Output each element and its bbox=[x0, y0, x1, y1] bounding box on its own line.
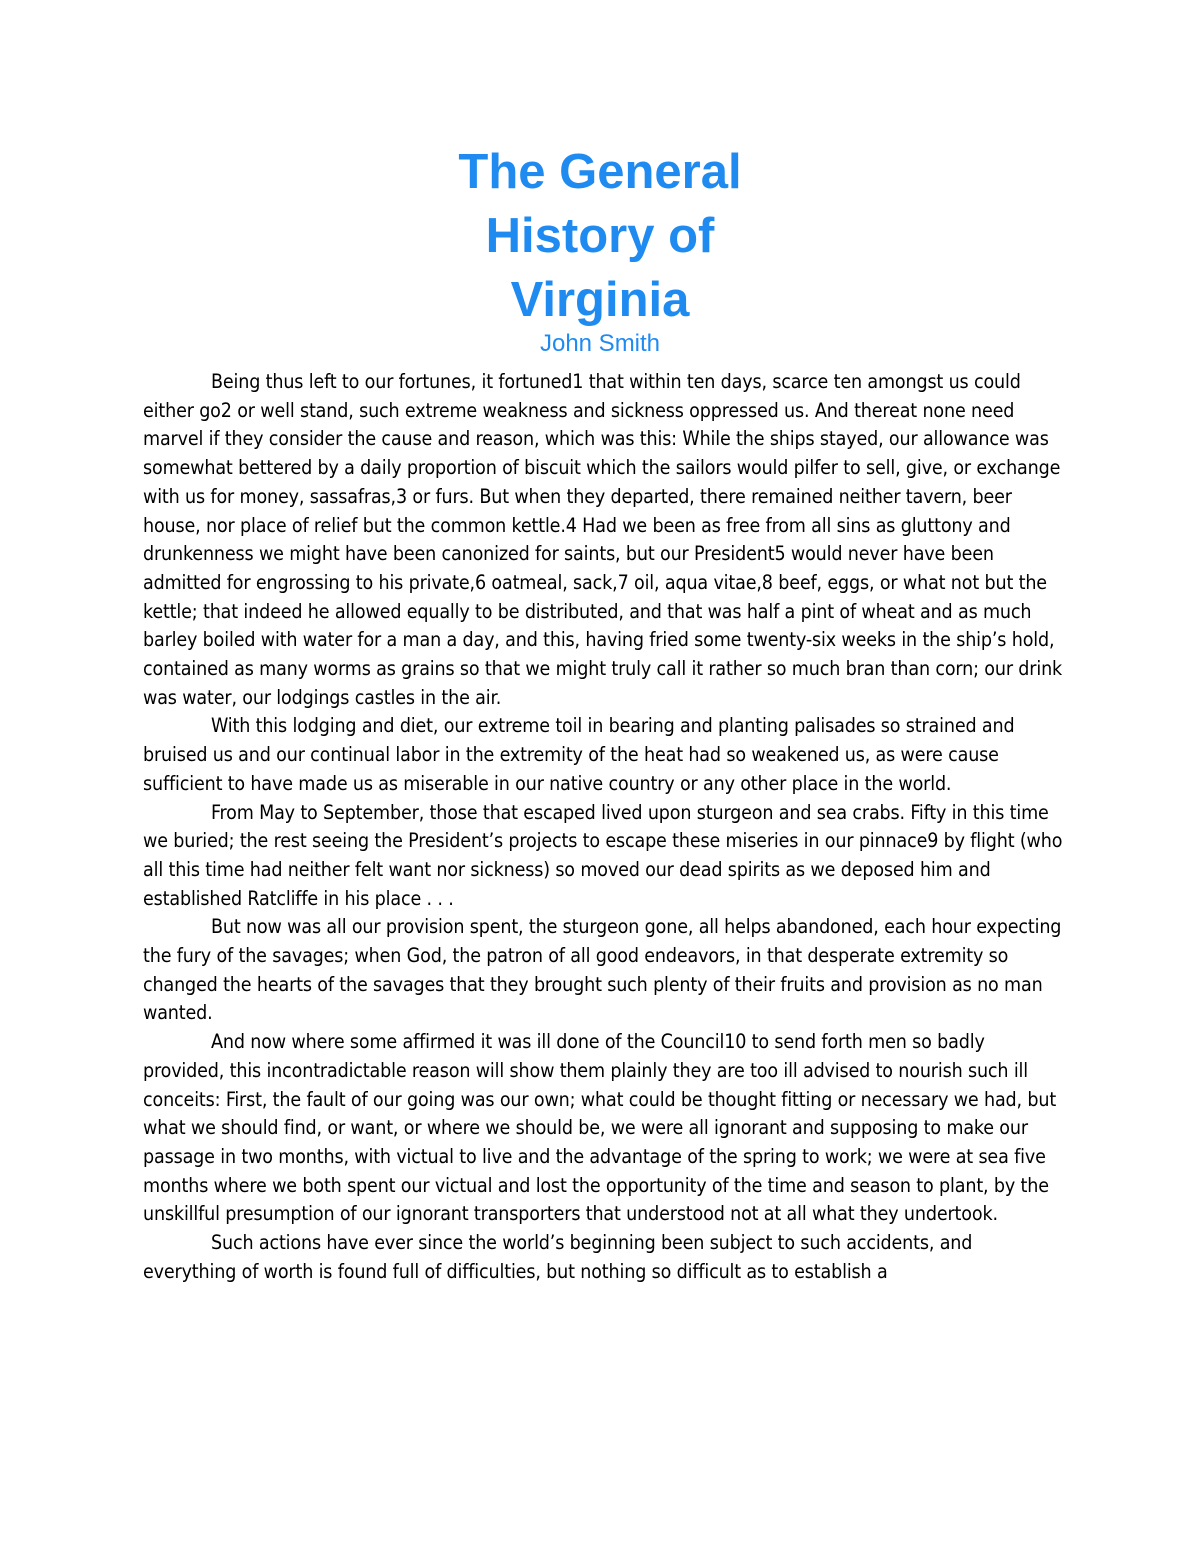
paragraph: Being thus left to our fortunes, it fortuned1 that within ten days, scarce ten amongst us could either go2 or well stand, such extreme weakness and sickness oppressed us. And thereat none need marvel if they consider the cause and reason, which was this: While the ships stayed, our allowance was somewhat bettered by a daily proportion of biscuit which the sailors would pilfer to sell, give, or exchange with us for money, sassafras,3 or furs. But when they departed, there remained neither tavern, beer house, nor place of relief but the common kettle.4 Had we been as free from all sins as gluttony and drunkenness we might have been canonized for saints, but our President5 would never have been admitted for engrossing to his private,6 oatmeal, sack,7 oil, aqua vitae,8 beef, eggs, or what not but the kettle; that indeed he allowed equally to be distributed, and that was half a pint of wheat and as much barley boiled with water for a man a day, and this, having fried some twenty-six weeks in the ship’s hold, contained as many worms as grains so that we might truly call it rather so much bran than corn; our drink was water, our lodgings castles in the air. bbox=[143, 370, 1063, 709]
paragraph: Such actions have ever since the world’s beginning been subject to such accidents, and everything of worth is found full of difficulties, but nothing so difficult as to establish a bbox=[143, 1231, 973, 1283]
paragraph: From May to September, those that escaped lived upon sturgeon and sea crabs. Fifty in this time we buried; the rest seeing the President’s projects to escape these miseries in our pinnace9 by flight (who all this time had neither felt want nor sickness) so moved our dead spirits as we deposed him and established Ratcliffe in his place . . . bbox=[143, 800, 1063, 910]
paragraph: With this lodging and diet, our extreme toil in bearing and planting palisades so strained and bruised us and our continual labor in the extremity of the heat had so weakened us, as were cause sufficient to have made us as miserable in our native country or any other place in the world. bbox=[143, 714, 1015, 795]
title-line-1: The General bbox=[458, 145, 742, 199]
author-name: John Smith bbox=[539, 330, 661, 357]
body-text bbox=[143, 368, 1065, 1287]
paragraph: And now where some affirmed it was ill done of the Council10 to send forth men so badly provided, this incontradictable reason will show them plainly they are too ill advised to nourish such ill conceits: First, the fault of our going was our own; what could be thought fitting or necessary we had, but what we should find, or want, or where we should be, we were all ignorant and supposing to make our passage in two months, with victual to live and the advantage of the spring to work; we were at sea five months where we both spent our victual and lost the opportunity of the time and season to plant, by the unskillful presumption of our ignorant transporters that understood not at all what they undertook. bbox=[143, 1030, 1057, 1226]
paragraph: But now was all our provision spent, the sturgeon gone, all helps abandoned, each hour expecting the fury of the savages; when God, the patron of all good endeavors, in that desperate extremity so changed the hearts of the savages that they brought such plenty of their fruits and provision as no man wanted. bbox=[143, 915, 1062, 1025]
title-line-3: Virginia bbox=[510, 273, 690, 327]
title-line-2: History of bbox=[485, 209, 715, 263]
title-block bbox=[0, 140, 1200, 360]
